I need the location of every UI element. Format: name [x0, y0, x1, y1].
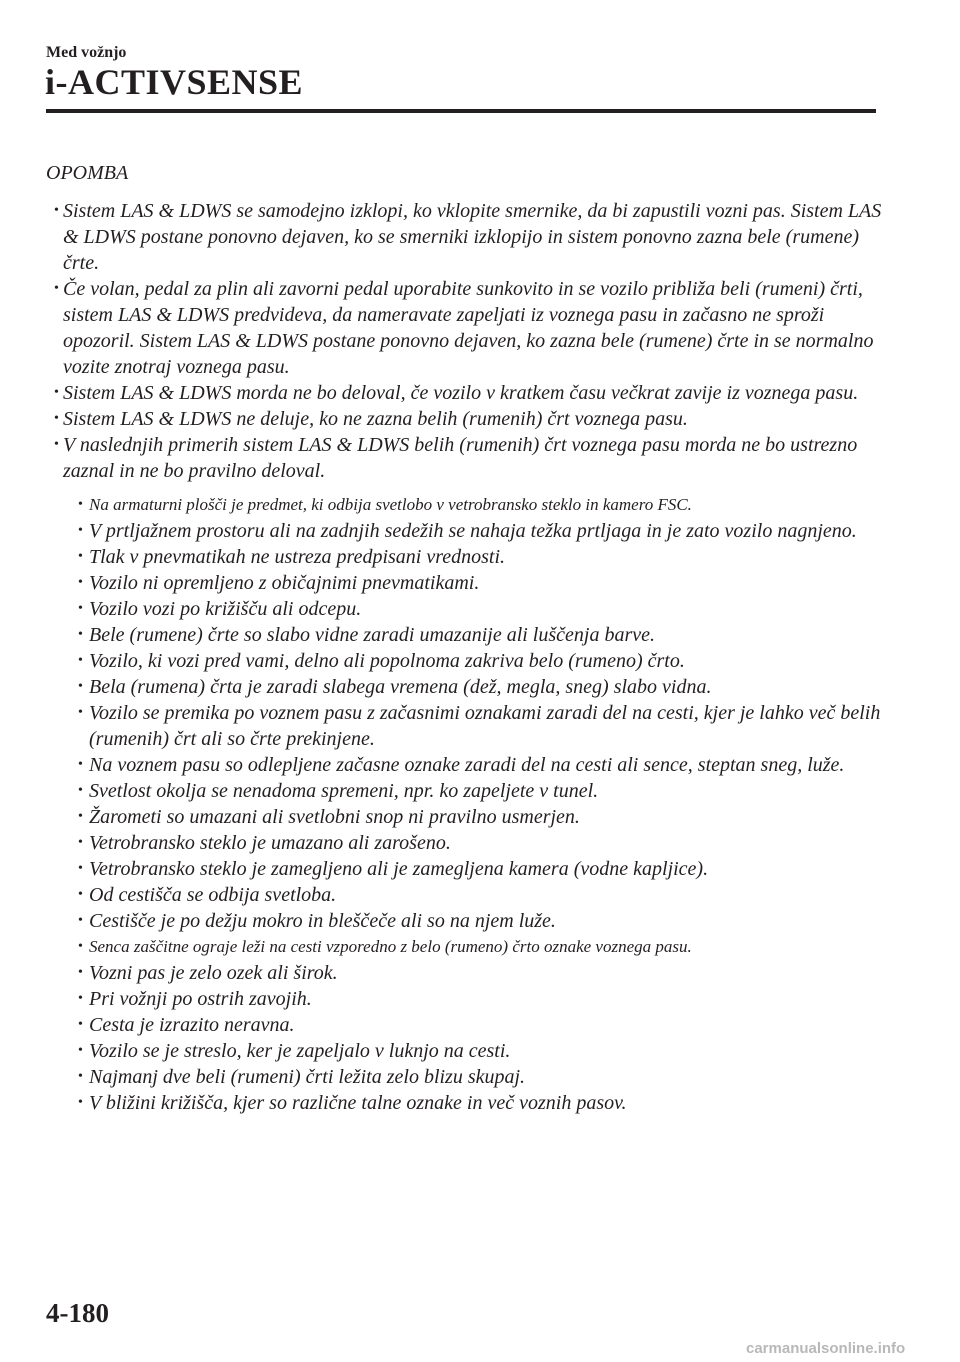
- bullet-icon: •: [78, 757, 83, 772]
- bullet-icon: •: [54, 437, 59, 452]
- note-body: [46, 198, 886, 1116]
- bullet-icon: •: [78, 1069, 83, 1084]
- bullet-icon: •: [78, 887, 83, 902]
- sub-list-item: • Vozilo, ki vozi pred vami, delno ali popolnoma zakriva belo (rumeno) črto.: [78, 650, 685, 672]
- sub-list-item: • Na voznem pasu so odlepljene začasne oznake zaradi del na cesti ali sence, steptan sneg, luže.: [78, 754, 845, 776]
- list-item: • Če volan, pedal za plin ali zavorni pedal uporabite sunkovito in se vozilo približa beli (rumeni) črti, sistem LAS & LDWS predvideva, da nameravate zapeljati iz voznega pasu in začasno ne sproži opozoril. Sistem LAS & LDWS postane ponovno dejaven, ko zazna bele (rumene) črte in se normalno vozite znotraj voznega pasu.: [54, 278, 874, 378]
- title-rule: [46, 109, 876, 113]
- sub-list-item: • Bela (rumena) črta je zaradi slabega vremena (dež, megla, sneg) slabo vidna.: [78, 676, 712, 698]
- watermark: carmanualsonline.info: [746, 1340, 906, 1357]
- bullet-icon: •: [78, 991, 83, 1006]
- sub-list-item: • Najmanj dve beli (rumeni) črti ležita zelo blizu skupaj.: [78, 1066, 526, 1088]
- list-item: • Sistem LAS & LDWS se samodejno izklopi, ko vklopite smernike, da bi zapustili vozni pas. Sistem LAS & LDWS postane ponovno dejaven, ko se smerniki izklopijo in sistem ponovno zazna bele (rumene) črte.: [54, 200, 882, 274]
- bullet-icon: •: [78, 575, 83, 590]
- bullet-icon: •: [78, 783, 83, 798]
- bullet-icon: •: [78, 809, 83, 824]
- page-number: 4-180: [46, 1298, 109, 1328]
- sub-list: [46, 492, 886, 1116]
- bullet-icon: •: [78, 861, 83, 876]
- bullet-icon: •: [78, 653, 83, 668]
- bullet-icon: •: [78, 497, 83, 512]
- bullet-icon: •: [78, 705, 83, 720]
- sub-list-item: • V prtljažnem prostoru ali na zadnjih sedežih se nahaja težka prtljaga in je zato vozilo nagnjeno.: [78, 520, 857, 542]
- sub-list-item: • Vozilo se je streslo, ker je zapeljalo v luknjo na cesti.: [78, 1040, 511, 1062]
- sub-list-item: • Tlak v pnevmatikah ne ustreza predpisani vrednosti.: [78, 546, 506, 568]
- bullet-icon: •: [78, 679, 83, 694]
- sub-list-item: • Vozilo vozi po križišču ali odcepu.: [78, 598, 362, 620]
- sub-list-item: • Od cestišča se odbija svetloba.: [78, 884, 337, 906]
- sub-list-item: • Vetrobransko steklo je umazano ali zarošeno.: [78, 832, 451, 854]
- bullet-icon: •: [78, 835, 83, 850]
- bullet-icon: •: [54, 385, 59, 400]
- sub-list-item: • V bližini križišča, kjer so različne talne oznake in več voznih pasov.: [78, 1092, 627, 1114]
- list-item: • Sistem LAS & LDWS ne deluje, ko ne zazna belih (rumenih) črt voznega pasu.: [54, 408, 688, 430]
- bullet-icon: •: [78, 523, 83, 538]
- bullet-icon: •: [54, 203, 59, 218]
- sub-list-item: • Senca zaščitne ograje leži na cesti vzporedno z belo (rumeno) črto oznake voznega pasu.: [72, 934, 886, 960]
- bullet-icon: •: [78, 549, 83, 564]
- bullet-icon: •: [78, 1043, 83, 1058]
- bullet-icon: •: [78, 1095, 83, 1110]
- sub-list-item: • Na armaturni plošči je predmet, ki odbija svetlobo v vetrobransko steklo in kamero FSC.: [72, 492, 886, 518]
- bullet-icon: •: [54, 281, 59, 296]
- sub-list-item: • Vozilo se premika po voznem pasu z začasnimi oznakami zaradi del na cesti, kjer je lahko več belih (rumenih) črt ali so črte prekinjene.: [78, 702, 881, 750]
- bullet-icon: •: [78, 1017, 83, 1032]
- sub-list-item: • Žarometi so umazani ali svetlobni snop ni pravilno usmerjen.: [78, 806, 580, 828]
- bullet-icon: •: [78, 601, 83, 616]
- sub-list-item: • Vozni pas je zelo ozek ali širok.: [78, 962, 338, 984]
- bullet-icon: •: [78, 939, 83, 954]
- bullet-icon: •: [78, 627, 83, 642]
- sub-list-item: • Bele (rumene) črte so slabo vidne zaradi umazanije ali luščenja barve.: [78, 624, 655, 646]
- bullet-icon: •: [78, 965, 83, 980]
- page-title: i-ACTIVSENSE: [45, 62, 304, 102]
- bullet-icon: •: [54, 411, 59, 426]
- sub-list-item: • Cestišče je po dežju mokro in bleščeče ali so na njem luže.: [78, 910, 556, 932]
- sub-list-item: • Vozilo ni opremljeno z običajnimi pnevmatikami.: [78, 572, 480, 594]
- list-item: • V naslednjih primerih sistem LAS & LDWS belih (rumenih) črt voznega pasu morda ne bo ustrezno zaznal in ne bo pravilno deloval.: [54, 434, 858, 482]
- list-item: • Sistem LAS & LDWS morda ne bo deloval, če vozilo v kratkem času večkrat zavije iz voznega pasu.: [54, 382, 859, 404]
- note-heading: OPOMBA: [46, 162, 129, 184]
- sub-list-item: • Pri vožnji po ostrih zavojih.: [78, 988, 312, 1010]
- section-label: Med vožnjo: [46, 44, 127, 61]
- bullet-icon: •: [78, 913, 83, 928]
- sub-list-item: • Vetrobransko steklo je zamegljeno ali je zamegljena kamera (vodne kapljice).: [78, 858, 709, 880]
- sub-list-item: • Cesta je izrazito neravna.: [78, 1014, 295, 1036]
- sub-list-item: • Svetlost okolja se nenadoma spremeni, npr. ko zapeljete v tunel.: [78, 780, 599, 802]
